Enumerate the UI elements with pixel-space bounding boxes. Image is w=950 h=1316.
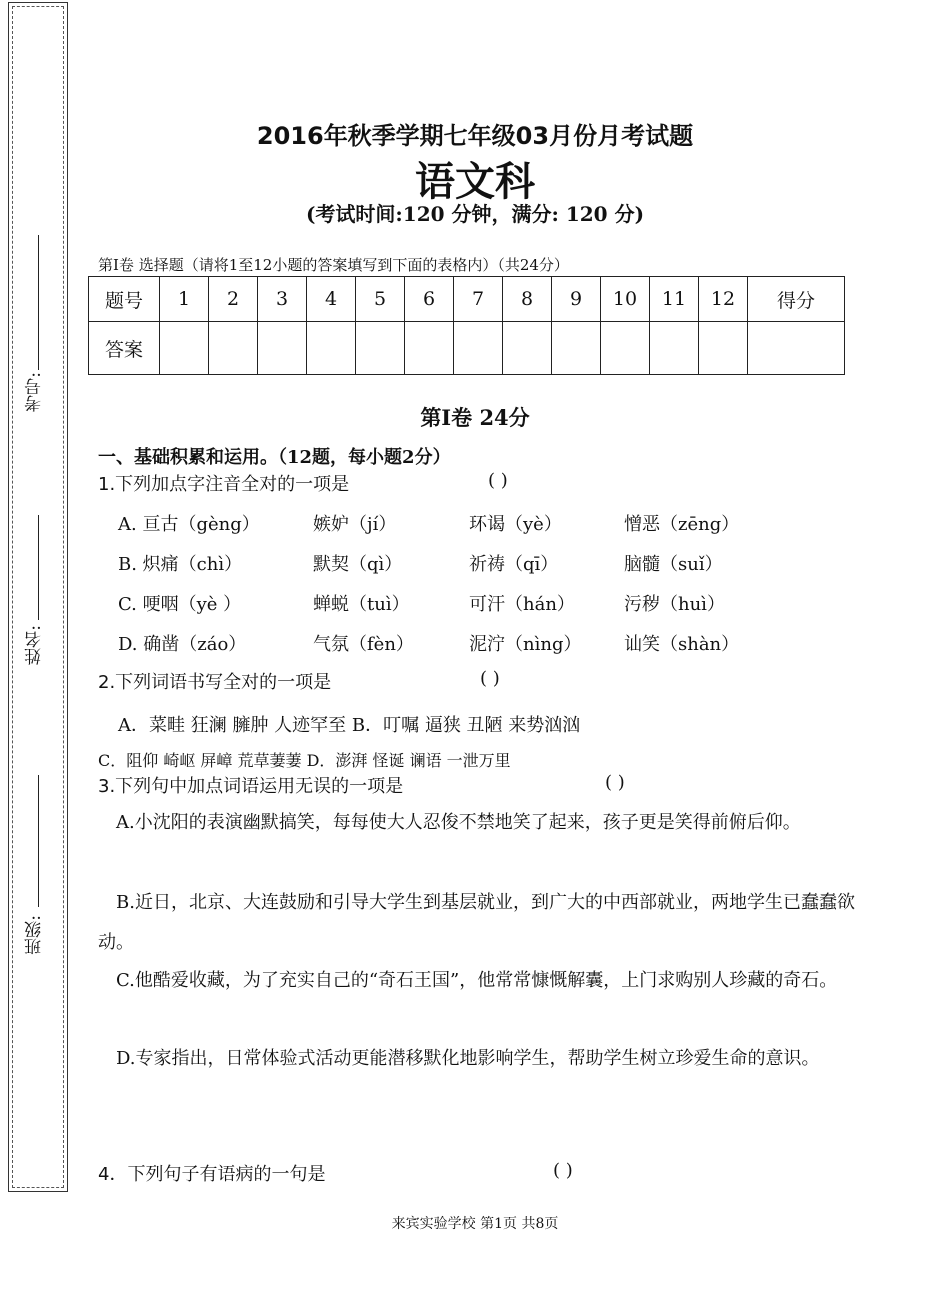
q1-a-4: 憎恶（zēng） — [624, 514, 740, 535]
q1-d-4: 讪笑（shàn） — [624, 634, 740, 655]
q1-b-3: 祈祷（qī） — [469, 554, 559, 575]
table-row — [89, 322, 845, 375]
q1-d-2: 气氛（fèn） — [313, 634, 414, 655]
q3-option-b: B.近日，北京、大连鼓励和引导大学生到基层就业，到广大的中西部就业，两地学生已蠢蠢欲动。 — [98, 892, 855, 953]
q2-stem: 2.下列词语书写全对的一项是 — [98, 672, 332, 693]
exam-no-line[interactable] — [38, 235, 39, 370]
score-header: 得分 — [748, 277, 845, 322]
answer-cell[interactable] — [405, 322, 454, 375]
answer-row-header: 答案 — [89, 322, 160, 375]
question-number: 12 — [699, 277, 748, 322]
question-number: 5 — [356, 277, 405, 322]
q1-a-3: 环谒（yè） — [469, 514, 562, 535]
question-number: 4 — [307, 277, 356, 322]
instructions: 第Ⅰ卷 选择题（请将1至12小题的答案填写到下面的表格内）（共24分） — [98, 256, 569, 274]
q3-option-d: D.专家指出，日常体验式活动更能潜移默化地影响学生，帮助学生树立珍爱生命的意识。 — [116, 1048, 820, 1069]
q3-option-c: C.他酷爱收藏，为了充实自己的“奇石王国”，他常常慷慨解囊，上门求购别人珍藏的奇石。 — [116, 970, 838, 991]
question-number: 10 — [601, 277, 650, 322]
score-cell[interactable] — [748, 322, 845, 375]
q2-options-cd: C．阻仰 崎岖 屏嶂 荒草萋萋 D．澎湃 怪诞 谰语 一泄万里 — [98, 751, 511, 770]
q1-b-2: 默契（qì） — [313, 554, 403, 575]
answer-table — [88, 276, 845, 375]
part-one-heading: 一、基础积累和运用。（12题，每小题2分） — [98, 447, 451, 468]
q4-answer-paren[interactable]: ( ) — [553, 1160, 573, 1181]
q4-stem: 4．下列句子有语病的一句是 — [98, 1164, 326, 1185]
q1-c-4: 污秽（huì） — [624, 594, 725, 615]
answer-cell[interactable] — [258, 322, 307, 375]
q3-stem: 3.下列句中加点词语运用无误的一项是 — [98, 776, 404, 797]
answer-cell[interactable] — [307, 322, 356, 375]
question-number-header: 题号 — [89, 277, 160, 322]
answer-cell[interactable] — [209, 322, 258, 375]
section-title: 第Ⅰ卷 24分 — [420, 405, 530, 430]
q1-stem: 1.下列加点字注音全对的一项是 — [98, 474, 350, 495]
table-row — [89, 277, 845, 322]
answer-cell[interactable] — [601, 322, 650, 375]
q1-b-4: 脑髓（suǐ） — [624, 554, 723, 575]
question-number: 6 — [405, 277, 454, 322]
q3-option-a: A.小沈阳的表演幽默搞笑，每每使大人忍俊不禁地笑了起来，孩子更是笑得前俯后仰。 — [116, 812, 801, 833]
q1-d-3: 泥泞（nìng） — [469, 634, 582, 655]
answer-cell[interactable] — [356, 322, 405, 375]
answer-cell[interactable] — [650, 322, 699, 375]
question-number: 3 — [258, 277, 307, 322]
answer-cell[interactable] — [160, 322, 209, 375]
question-number: 8 — [503, 277, 552, 322]
exam-info: (考试时间:120 分钟，满分: 120 分) — [305, 202, 645, 226]
exam-no-label: 考号: — [25, 372, 45, 412]
exam-title: 2016年秋季学期七年级03月份月考试题 — [256, 122, 694, 150]
answer-cell[interactable] — [552, 322, 601, 375]
answer-cell[interactable] — [699, 322, 748, 375]
question-number: 2 — [209, 277, 258, 322]
q2-answer-paren[interactable]: ( ) — [480, 668, 500, 689]
q1-answer-paren[interactable]: ( ) — [488, 470, 508, 491]
q1-b-1: B. 炽痛（chì） — [118, 554, 243, 575]
question-number: 9 — [552, 277, 601, 322]
q1-c-2: 蝉蜕（tuì） — [313, 594, 410, 615]
name-label: 姓名: — [25, 625, 45, 665]
question-number: 1 — [160, 277, 209, 322]
q1-a-2: 嫉妒（jí） — [313, 514, 397, 535]
page-footer: 来宾实验学校 第1页 共8页 — [391, 1216, 559, 1232]
q2-options-ab: A．菜畦 狂澜 臃肿 人迹罕至 B．叮嘱 逼狭 丑陋 来势汹汹 — [118, 715, 581, 736]
answer-cell[interactable] — [503, 322, 552, 375]
subject-title: 语文科 — [415, 159, 535, 205]
class-line[interactable] — [38, 775, 39, 907]
question-number: 7 — [454, 277, 503, 322]
name-line[interactable] — [38, 515, 39, 620]
class-label: 班级: — [25, 915, 45, 955]
q1-c-3: 可汗（hán） — [469, 594, 575, 615]
q1-a-1: A. 亘古（gèng） — [118, 514, 260, 535]
q3-answer-paren[interactable]: ( ) — [605, 772, 625, 793]
question-number: 11 — [650, 277, 699, 322]
answer-cell[interactable] — [454, 322, 503, 375]
q1-c-1: C. 哽咽（yè ） — [118, 594, 242, 615]
q1-d-1: D. 确凿（záo） — [118, 634, 247, 655]
